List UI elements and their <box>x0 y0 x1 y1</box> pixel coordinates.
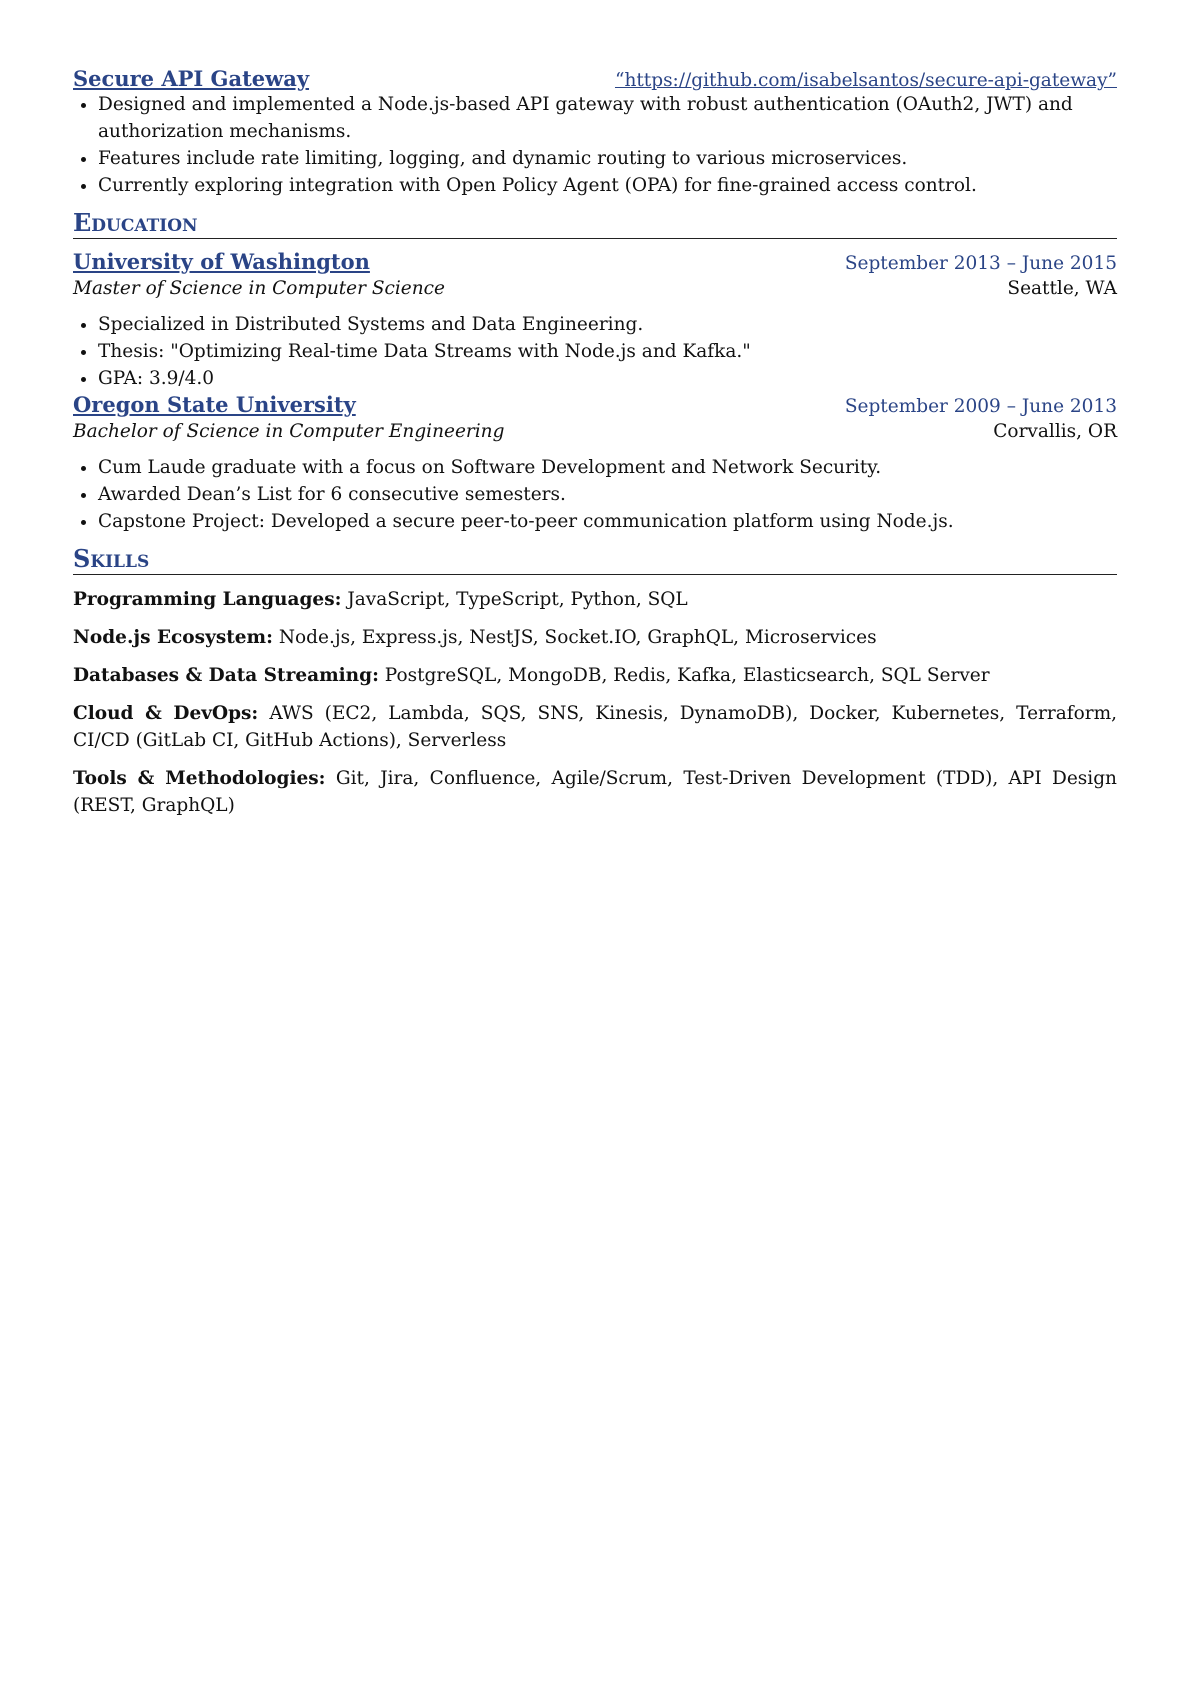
education-bullets <box>73 454 1117 535</box>
skill-row <box>73 765 1117 819</box>
skill-label: Programming Languages: <box>73 589 342 610</box>
education-entry-subheader <box>73 278 1117 299</box>
project-bullets <box>73 91 1117 199</box>
skill-value: PostgreSQL, MongoDB, Redis, Kafka, Elasticsearch, SQL Server <box>384 665 990 686</box>
degree: Bachelor of Science in Computer Engineering <box>73 421 505 442</box>
skill-value: AWS (EC2, Lambda, SQS, SNS, Kinesis, DynamoDB), Docker, Kubernetes, Terraform, CI/CD (GitLab CI, GitHub Actions), Serverless <box>73 703 1117 751</box>
education-heading: Education <box>73 209 1117 239</box>
skill-value: Node.js, Express.js, NestJS, Socket.IO, GraphQL, Microservices <box>278 627 877 648</box>
project-entry <box>73 66 1117 199</box>
education-entry-header <box>73 249 1117 274</box>
project-github-link[interactable]: “https://github.com/isabelsantos/secure-api-gateway” <box>614 70 1117 91</box>
education-bullet: • Capstone Project: Developed a secure peer-to-peer communication platform using Node.js. <box>98 508 1117 535</box>
skill-label: Tools & Methodologies: <box>73 768 326 789</box>
education-dates: September 2009 – June 2013 <box>844 396 1117 417</box>
skill-row <box>73 700 1117 754</box>
degree: Master of Science in Computer Science <box>73 278 445 299</box>
education-entry <box>73 392 1117 535</box>
skill-label: Node.js Ecosystem: <box>73 627 273 648</box>
skill-label: Cloud & DevOps: <box>73 703 259 724</box>
location: Corvallis, OR <box>993 421 1117 442</box>
project-bullet: • Designed and implemented a Node.js-based API gateway with robust authentication (OAuth2, JWT) and authorization mechanisms. <box>98 91 1117 145</box>
project-bullet: • Features include rate limiting, logging, and dynamic routing to various microservices. <box>98 145 1117 172</box>
education-dates: September 2013 – June 2015 <box>844 253 1117 274</box>
school-name-link[interactable]: University of Washington <box>73 249 370 274</box>
skill-value: Git, Jira, Confluence, Agile/Scrum, Test-Driven Development (TDD), API Design (REST, GraphQL) <box>73 768 1117 816</box>
education-bullet: • Cum Laude graduate with a focus on Software Development and Network Security. <box>98 454 1117 481</box>
project-title-link[interactable]: Secure API Gateway <box>73 66 310 91</box>
skill-row <box>73 624 1117 651</box>
education-bullet: • Awarded Dean’s List for 6 consecutive semesters. <box>98 481 1117 508</box>
education-entry-subheader <box>73 421 1117 442</box>
education-bullets <box>73 311 1117 392</box>
skills-heading: Skills <box>73 545 1117 575</box>
skill-label: Databases & Data Streaming: <box>73 665 379 686</box>
education-bullet: • GPA: 3.9/4.0 <box>98 365 1117 392</box>
location: Seattle, WA <box>1007 278 1117 299</box>
education-entry-header <box>73 392 1117 417</box>
school-name-link[interactable]: Oregon State University <box>73 392 356 417</box>
skill-row <box>73 662 1117 689</box>
project-bullet: • Currently exploring integration with Open Policy Agent (OPA) for fine-grained access control. <box>98 172 1117 199</box>
skill-row <box>73 586 1117 613</box>
project-header <box>73 66 1117 91</box>
skill-value: JavaScript, TypeScript, Python, SQL <box>347 589 688 610</box>
education-bullet: • Thesis: "Optimizing Real-time Data Streams with Node.js and Kafka." <box>98 338 1117 365</box>
education-entry <box>73 249 1117 392</box>
education-bullet: • Specialized in Distributed Systems and Data Engineering. <box>98 311 1117 338</box>
